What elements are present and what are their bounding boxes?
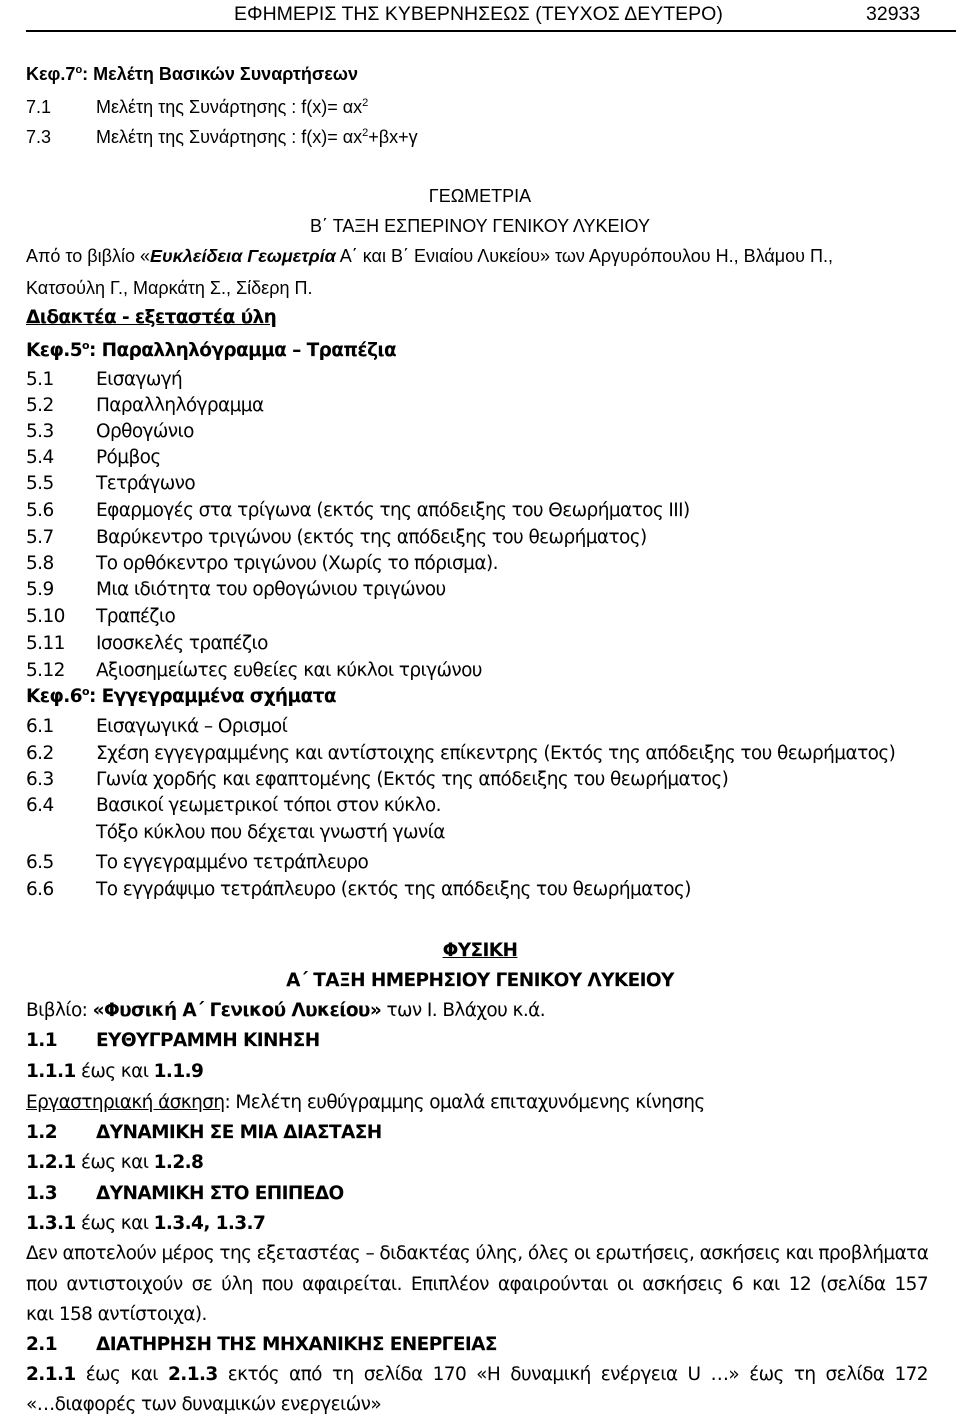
physics-book: Βιβλίο: «Φυσική Α΄ Γενικού Λυκείου» των Ι. Βλάχου κ.ά.	[26, 1000, 545, 1021]
geometry-heading: ΓΕΩΜΕΤΡΙΑ	[428, 186, 532, 206]
math-item: 7.3 Μελέτη της Συνάρτησης : $f(x)= \alpha x^2+\beta x+\gamma$	[26, 127, 418, 147]
header-rule	[26, 30, 956, 32]
geometry-class: Β΄ ΤΑΞΗ ΕΣΠΕΡΙΝΟΥ ΓΕΝΙΚΟΥ ΛΥΚΕΙΟΥ	[310, 216, 650, 236]
chapter6-heading: $K\varepsilon\varphi.6^o$: Εγγεγραμμένα σχήματα	[26, 685, 336, 707]
section-2-1: 2.1 ΔΙΑΤΗΡΗΣΗ ΤΗΣ ΜΗΧΑΝΙΚΗΣ ΕΝΕΡΓΕΙΑΣ	[26, 1334, 497, 1355]
chapter6-item: 6.2 Σχέση εγγεγραμμένης και αντίστοιχης επίκεντρης (Εκτός της απόδειξης του θεωρήματος)	[26, 743, 896, 764]
section-1-1-range: 1.1.1 έως και 1.1.9	[26, 1061, 204, 1082]
syllabus-label: Διδακτέα - εξεταστέα ύλη	[26, 307, 277, 328]
chapter5-item: 5.7 Βαρύκεντρο τριγώνου (εκτός της απόδειξης του θεωρήματος)	[26, 527, 647, 548]
chapter6-item: 6.1 Εισαγωγικά – Ορισμοί	[26, 716, 288, 737]
math-item: 7.1 Μελέτη της Συνάρτησης : $f(x)= \alpha x^2$	[26, 97, 369, 117]
chapter5-heading: $K\varepsilon\varphi.5^o$: Παραλληλόγραμμα – Τραπέζια	[26, 339, 397, 361]
physics-class: Α΄ ΤΑΞΗ ΗΜΕΡΗΣΙΟΥ ΓΕΝΙΚΟΥ ΛΥΚΕΙΟΥ	[286, 970, 674, 991]
header-title: ΕΦΗΜΕΡΙΣ ΤΗΣ ΚΥΒΕΡΝΗΣΕΩΣ (ΤΕΥΧΟΣ ΔΕΥΤΕΡΟ)	[234, 3, 723, 25]
chapter6-item: 6.5 Το εγγεγραμμένο τετράπλευρο	[26, 852, 369, 873]
chapter5-item: 5.8 Το ορθόκεντρο τριγώνου (Χωρίς το πόρισμα).	[26, 553, 498, 574]
page-number: 32933	[866, 3, 921, 25]
geometry-book-line1: Από το βιβλίο «Ευκλείδεια Γεωμετρία Α΄ και Β΄ Ενιαίου Λυκείου» των Αργυρόπουλου Η., Βλάμου Π.,	[26, 246, 833, 266]
chapter5-item: 5.2 Παραλληλόγραμμα	[26, 395, 264, 416]
note-line: Δεν αποτελούν μέρος της εξεταστέας – διδακτέας ύλης, όλες οι ερωτήσεις, ασκήσεις και προβλήματα	[26, 1243, 929, 1264]
section-1-2: 1.2 ΔΥΝΑΜΙΚΗ ΣΕ ΜΙΑ ΔΙΑΣΤΑΣΗ	[26, 1122, 382, 1143]
geometry-book-line2: Κατσούλη Γ., Μαρκάτη Σ., Σίδερη Π.	[26, 278, 313, 298]
section-1-1: 1.1 ΕΥΘΥΓΡΑΜΜΗ ΚΙΝΗΣΗ	[26, 1030, 320, 1051]
section-1-3-range: 1.3.1 έως και 1.3.4, 1.3.7	[26, 1213, 266, 1234]
chapter5-item: 5.6 Εφαρμογές στα τρίγωνα (εκτός της απόδειξης του Θεωρήματος ΙΙΙ)	[26, 500, 690, 521]
chapter6-item: 6.3 Γωνία χορδής και εφαπτομένης (Εκτός της απόδειξης του θεωρήματος)	[26, 769, 729, 790]
chapter6-item: 6.6 Το εγγράψιμο τετράπλευρο (εκτός της απόδειξης του θεωρήματος)	[26, 879, 691, 900]
section-2-1-line2: «…διαφορές των δυναμικών ενεργειών»	[26, 1394, 382, 1415]
chapter5-item: 5.5 Τετράγωνο	[26, 473, 196, 494]
chapter6-item: Τόξο κύκλου που δέχεται γνωστή γωνία	[96, 822, 445, 843]
chapter6-item: 6.4 Βασικοί γεωμετρικοί τόποι στον κύκλο.	[26, 795, 441, 816]
section-1-3: 1.3 ΔΥΝΑΜΙΚΗ ΣΤΟ ΕΠΙΠΕΔΟ	[26, 1183, 344, 1204]
section-2-1-range: 2.1.1 έως και 2.1.3 εκτός από τη σελίδα 170 «Η δυναμική ενέργεια U …» έως τη σελίδα 172	[26, 1364, 928, 1385]
chapter5-item: 5.12 Αξιοσημείωτες ευθείες και κύκλοι τριγώνου	[26, 660, 482, 681]
math-chapter-heading: $K\varepsilon\varphi.7^o$: Μελέτη Βασικών Συναρτήσεων	[26, 64, 358, 84]
chapter5-item: 5.1 Εισαγωγή	[26, 369, 183, 390]
chapter5-item: 5.9 Μια ιδιότητα του ορθογώνιου τριγώνου	[26, 579, 446, 600]
chapter5-item: 5.3 Ορθογώνιο	[26, 421, 194, 442]
section-1-2-range: 1.2.1 έως και 1.2.8	[26, 1152, 204, 1173]
note-line: και 158 αντίστοιχα).	[26, 1304, 207, 1325]
chapter5-item: 5.10 Τραπέζιο	[26, 606, 176, 627]
note-line: που αντιστοιχούν σε ύλη που αφαιρείται. Επιπλέον αφαιρούνται οι ασκήσεις 6 και 12 (σελίδα 157	[26, 1274, 928, 1295]
chapter5-item: 5.11 Ισοσκελές τραπέζιο	[26, 633, 268, 654]
lab-exercise: Εργαστηριακή άσκηση: Μελέτη ευθύγραμμης ομαλά επιταχυνόμενης κίνησης	[26, 1092, 705, 1113]
chapter5-item: 5.4 Ρόμβος	[26, 447, 161, 468]
physics-heading: ΦΥΣΙΚΗ	[442, 940, 518, 961]
